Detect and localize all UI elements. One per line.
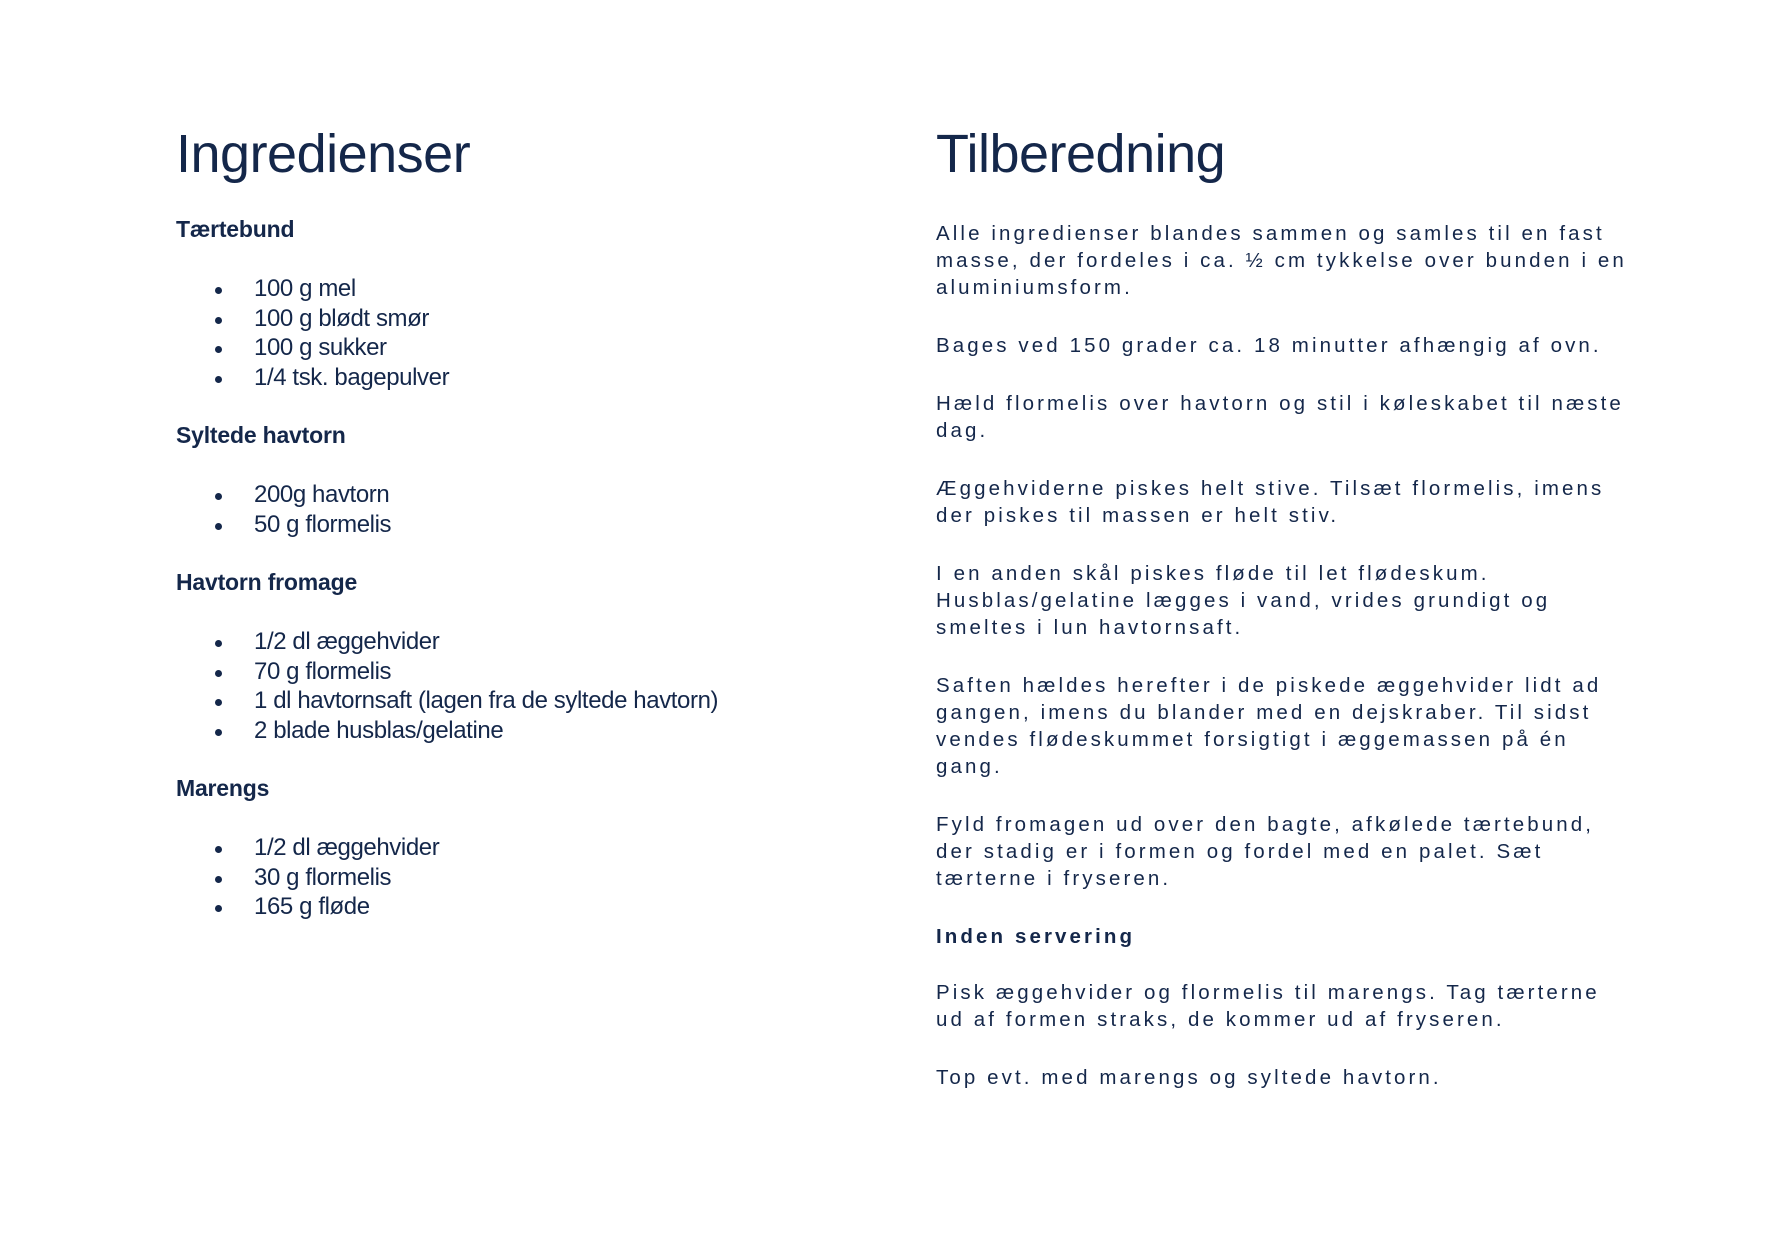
preparation-step: Alle ingredienser blandes sammen og samles til en fast masse, der fordeles i ca. ½ cm tykkelse over bunden i en aluminiumsform. <box>936 222 1627 299</box>
ingredient-item: 100 g mel <box>254 274 876 304</box>
preparation-step: Bages ved 150 grader ca. 18 minutter afhængig af ovn. <box>936 334 1602 357</box>
serving-step: Top evt. med marengs og syltede havtorn. <box>936 1066 1442 1089</box>
ingredient-section-syltede-havtorn <box>176 420 876 539</box>
ingredient-section-havtorn-fromage <box>176 567 876 745</box>
ingredient-section-taertebund <box>176 214 876 392</box>
serving-step: Pisk æggehvider og flormelis til marengs. Tag tærterne ud af formen straks, de kommer ud af fryseren. <box>936 981 1600 1031</box>
section-heading: Tærtebund <box>176 216 295 242</box>
ingredient-item: 1 dl havtornsaft (lagen fra de syltede havtorn) <box>254 686 876 716</box>
preparation-step: I en anden skål piskes fløde til let flødeskum. Husblas/gelatine lægges i vand, vrides grundigt og smeltes i lun havtornsaft. <box>936 562 1551 639</box>
section-heading: Havtorn fromage <box>176 569 358 595</box>
preparation-title: Tilberedning <box>936 124 1226 184</box>
preparation-step: Æggehviderne piskes helt stive. Tilsæt flormelis, imens der piskes til massen er helt stiv. <box>936 477 1605 527</box>
preparation-step: Saften hældes herefter i de piskede æggehvider lidt ad gangen, imens du blander med en dejskraber. Til sidst vendes flødeskummet forsigtigt i æggemassen på én gang. <box>936 674 1602 778</box>
preparation-column <box>936 118 1636 1122</box>
ingredient-section-marengs <box>176 773 876 922</box>
serving-heading: Inden servering <box>936 925 1136 948</box>
ingredient-item: 1/2 dl æggehvider <box>254 627 876 657</box>
ingredient-list <box>176 480 876 539</box>
section-heading: Marengs <box>176 775 270 801</box>
ingredient-item: 200g havtorn <box>254 480 876 510</box>
ingredients-column <box>176 118 876 922</box>
ingredient-list <box>176 274 876 392</box>
ingredient-item: 70 g flormelis <box>254 657 876 687</box>
ingredient-item: 100 g blødt smør <box>254 304 876 334</box>
ingredients-title: Ingredienser <box>176 124 471 184</box>
ingredient-item: 50 g flormelis <box>254 510 876 540</box>
preparation-steps <box>936 220 1636 1091</box>
ingredient-item: 165 g fløde <box>254 892 876 922</box>
ingredient-list <box>176 833 876 922</box>
preparation-step: Hæld flormelis over havtorn og stil i køleskabet til næste dag. <box>936 392 1624 442</box>
section-heading: Syltede havtorn <box>176 422 346 448</box>
ingredient-list <box>176 627 876 745</box>
ingredient-item: 100 g sukker <box>254 333 876 363</box>
ingredient-item: 1/2 dl æggehvider <box>254 833 876 863</box>
ingredient-item: 30 g flormelis <box>254 863 876 893</box>
ingredient-item: 2 blade husblas/gelatine <box>254 716 876 746</box>
preparation-step: Fyld fromagen ud over den bagte, afkølede tærtebund, der stadig er i formen og fordel med en palet. Sæt tærterne i fryseren. <box>936 813 1595 890</box>
ingredient-item: 1/4 tsk. bagepulver <box>254 363 876 393</box>
